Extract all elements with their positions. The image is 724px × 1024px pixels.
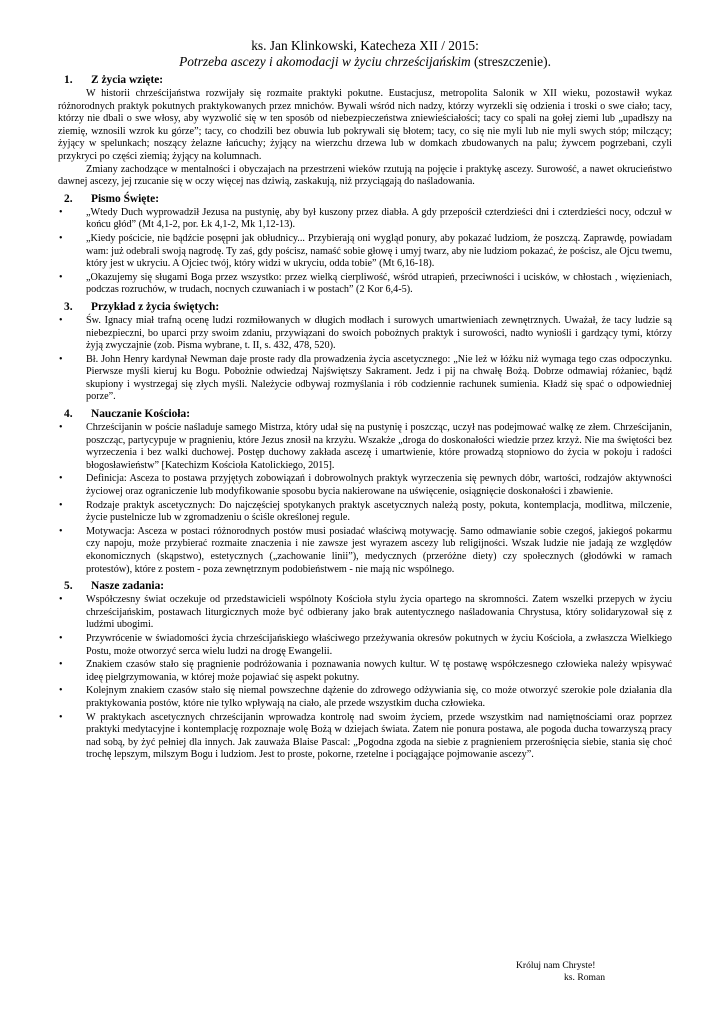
list-item-text: Bł. John Henry kardynał Newman daje proste rady dla prowadzenia życia ascetycznego: „Nie leż w łóżku niż wymaga tego czas odpoczynku. Pierwsze myśli kieruj ku Bogu. Pobożnie odwiedzaj Najświętszy Sakrament. Jedz i pij na chwałę Bożą. Dobrze odmawiaj różaniec, bądź skupiony i wystrzegaj się złych myśli. Należycie odbywaj rozmyślania i rób codziennie rachunek sumienia. Kładź się spać o odpowiedniej porze”. — [86, 353, 672, 403]
document-subtitle — [58, 54, 672, 70]
bullet-icon: • — [59, 525, 63, 537]
list-item — [58, 354, 672, 404]
section-number: 1. — [64, 74, 73, 86]
paragraph: W historii chrześcijaństwa rozwijały się rozmaite praktyki pokutne. Eustacjusz, metropolita Salonik w XII wieku, pozostawił wykaz różnorodnych praktyk pokutnych praktykowanych przez mnichów. Bywali wśród nich nadzy, którzy wyrzekli się odzienia i troski o swe ciało; tacy, którzy nie dbali o swe włosy, aby wyzwolić się w ten sposób od niebezpieczeństwa zniewieściałości; tacy co spali na gołej ziemi lub „upadłszy na ziemię, wznosili wzrok ku górze”; tacy, co chodzili bez obuwia lub pokrywali się błotem; tacy, co się nie myli lub nie myli swych stóp; milczący; żyjący w spelunkach; noszący żelazne łańcuchy; żyjący na wierzchu drzewa lub w domkach zbudowanych na palu; żywcem pogrzebani, czyli przykryci po części ziemią; żyjący na kolumnach. — [58, 88, 672, 162]
signature — [516, 960, 605, 984]
list-item-text: Znakiem czasów stało się pragnienie podróżowania i poznawania nowych kultur. W tę postawę współczesnego człowieka należy wpisywać ideę pielgrzymowania, w której może pojawiać się aspekt pokutny. — [86, 659, 672, 683]
section-heading — [58, 407, 672, 422]
list-item-text: Kolejnym znakiem czasów stało się niemal powszechne dążenie do zdrowego odżywiania się, co może otworzyć szerokie pole działania dla praktykowania postów, które nie tylko wpływają na ciało, ale przede wszystkim ducha człowieka. — [86, 685, 672, 709]
list-item-text: Motywacja: Asceza w postaci różnorodnych postów musi posiadać właściwą motywację. Samo odmawianie sobie czegoś, jakiegoś pokarmu czy napoju, może przybierać rozmaite znaczenia i nie zawsze jest wyrazem ascezy lub religijności. Wszak ludzie nie jadają ze względów ekonomicznych (skąpstwo), estetycznych („zachowanie linii”), medycznych (przeróżne diety) czy społecznych (głodówki w ramach protestów), które z postem - poza zewnętrznym podobieństwem - nie mają nic wspólnego. — [86, 525, 672, 575]
section-number: 2. — [64, 192, 73, 205]
section-number: 5. — [64, 580, 73, 593]
list-item-text: W praktykach ascetycznych chrześcijanin wprowadza kontrolę nad swoim życiem, przede wszystkim nad namiętnościami oraz poprzez praktyki medytacyjne i kontemplację rozpoznaje wolę Bożą w dziejach świata. Zatem nie ponura postawa, ale pogoda ducha towarzyszą pracy nad sobą, by żyć pełniej dla innych. Jak zauważa Blaise Pascal: „Pogodna zgoda na siebie z pragnieniem przerośnięcia siebie, stania się choć trochę lepszym, milszym Bogu i ludziom. Jest to proste, pokorne, rzetelne i pociągające pojmowanie ascezy”. — [86, 711, 672, 761]
bullet-icon: • — [59, 314, 63, 326]
list-item-text: „Okazujemy się sługami Boga przez wszystko: przez wielką cierpliwość, wśród utrapień, przeciwności i ucisków, w chłostach , więzieniach, podczas rozruchów, w trudach, nocnych czuwaniach i w postach” (2 Kor 6,4-5). — [86, 271, 672, 296]
section-title: Nauczanie Kościoła: — [91, 408, 191, 421]
list-item-text: Rodzaje praktyk ascetycznych: Do najczęściej spotykanych praktyk ascetycznych należą posty, pokuta, kontemplacja, modlitwa, milczenie, życie pustelnicze lub w zgromadzeniu o ściśle określonej regule. — [86, 499, 672, 524]
section-heading — [58, 73, 672, 88]
list-item — [58, 422, 672, 472]
bullet-list — [58, 422, 672, 576]
bullet-icon: • — [59, 594, 63, 606]
list-item — [58, 685, 672, 710]
bullet-list — [58, 315, 672, 404]
section — [58, 73, 672, 189]
bullet-icon: • — [59, 232, 63, 244]
signature-line-2: ks. Roman — [564, 972, 606, 983]
section-number: 3. — [64, 300, 73, 313]
subtitle-italic: Potrzeba ascezy i akomodacji w życiu chrześcijańskim — [179, 54, 471, 69]
bullet-icon: • — [59, 473, 63, 485]
sections-container — [58, 73, 672, 762]
list-item-text: Przywrócenie w świadomości życia chrześcijańskiego właściwego przeżywania okresów pokutnych w życiu Kościoła, a zwłaszcza Wielkiego Postu, może otworzyć serca wielu ludzi na drogę Ewangelii. — [86, 632, 672, 657]
section-title: Pismo Święte: — [91, 192, 160, 205]
list-item — [58, 207, 672, 232]
section — [58, 192, 672, 297]
bullet-icon: • — [59, 711, 63, 723]
section-heading — [58, 579, 672, 594]
list-item — [58, 712, 672, 762]
paragraph: Zmiany zachodzące w mentalności i obyczajach na przestrzeni wieków rzutują na pojęcie i praktykę ascezy. Surowość, a nawet okrucieństwo dawnej ascezy, jej rzucanie się w oczy więcej nas dziwią, zaskakują, niż przyciągają do naśladowania. — [58, 163, 672, 188]
document-title: ks. Jan Klinkowski, Katecheza XII / 2015: — [251, 38, 479, 53]
section-number: 4. — [64, 408, 73, 421]
list-item — [58, 233, 672, 271]
list-item-text: „Kiedy pościcie, nie bądźcie posępni jak obłudnicy... Przybierają oni wygląd ponury, aby pokazać ludziom, że poszczą. Zaprawdę, powiadam wam: już odebrali swoją nagrodę. Ty zaś, gdy pościsz, namaść sobie głowę i umyj twarz, aby nie ludziom pokazać, że pościsz, ale Ojcu twemu, który jest w ukryciu. A Ojciec twój, który widzi w ukryciu, odda tobie” (Mt 6,16-18). — [86, 232, 672, 270]
bullet-icon: • — [59, 271, 63, 283]
section-title: Przykład z życia świętych: — [91, 300, 220, 313]
bullet-icon: • — [59, 659, 63, 671]
section-title: Z życia wzięte: — [91, 74, 164, 86]
list-item — [58, 500, 672, 525]
list-item — [58, 473, 672, 498]
section-heading — [58, 192, 672, 207]
section — [58, 300, 672, 404]
signature-line-1: Króluj nam Chryste! — [516, 960, 596, 971]
bullet-icon: • — [59, 685, 63, 697]
list-item-text: Chrześcijanin w poście naśladuje samego Mistrza, który udał się na pustynię i poszcząc, uczył nas podejmować walkę ze złem. Chrześcijanin, poszcząc, partycypuje w pragnieniu, które Jezus znosił na krzyżu. Wszakże „droga do doskonałości wiedzie przez krzyż. Nie ma świętości bez wyrzeczenia i bez walki duchowej. Postęp duchowy zakłada ascezę i umartwienie, które prowadzą stopniowo do życia w pokoju i radości błogosławieństw” [Katechizm Kościoła Katolickiego, 2015]. — [86, 422, 672, 471]
section — [58, 407, 672, 576]
list-item-text: Św. Ignacy miał trafną ocenę ludzi rozmiłowanych w długich modłach i surowych umartwieniach zewnętrznych. Uważał, że tacy ludzie są niebezpieczni, bo uparci przy swoim zdaniu, przywiązani do swoich pobożnych praktyk i surowości, nadto wyniośli i gardzący tymi, którzy żyją zwyczajnie (zob. Pisma wybrane, t. II, s. 432, 478, 520). — [86, 314, 672, 352]
list-item — [58, 594, 672, 632]
list-item — [58, 272, 672, 297]
section — [58, 579, 672, 762]
bullet-icon: • — [59, 206, 63, 218]
list-item — [58, 633, 672, 658]
subtitle-rest: (streszczenie). — [470, 54, 551, 69]
section-heading — [58, 300, 672, 315]
list-item-text: „Wtedy Duch wyprowadził Jezusa na pustynię, aby był kuszony przez diabła. A gdy przepościł czterdzieści dni i czterdzieści nocy, odczuł w końcu głód” (Mt 4,1-2, por. Łk 4,1-2, Mk 1,12-13). — [86, 206, 672, 231]
bullet-list — [58, 207, 672, 297]
list-item — [58, 526, 672, 576]
list-item — [58, 315, 672, 353]
bullet-icon: • — [59, 353, 63, 365]
list-item — [58, 659, 672, 684]
bullet-list — [58, 594, 672, 762]
section-title: Nasze zadania: — [91, 580, 165, 593]
list-item-text: Definicja: Asceza to postawa przyjętych zobowiązań i dobrowolnych praktyk wyrzeczenia się pewnych dóbr, wartości, rodzajów aktywności życiowej oraz ograniczenie lub modyfikowanie sposobu bycia nakierowane na uświęcenie, osiągnięcie doskonałości i zbawienie. — [86, 473, 672, 498]
bullet-icon: • — [59, 632, 63, 644]
bullet-icon: • — [59, 422, 63, 434]
bullet-icon: • — [59, 499, 63, 511]
list-item-text: Współczesny świat oczekuje od przedstawicieli wspólnoty Kościoła stylu życia opartego na skromności. Zatem wszelki przepych w życiu chrześcijańskim, postawach liturgicznych może być odbierany jako brak autentycznego naśladowania Chrystusa, który solidaryzował się z ludźmi ubogimi. — [86, 594, 672, 631]
